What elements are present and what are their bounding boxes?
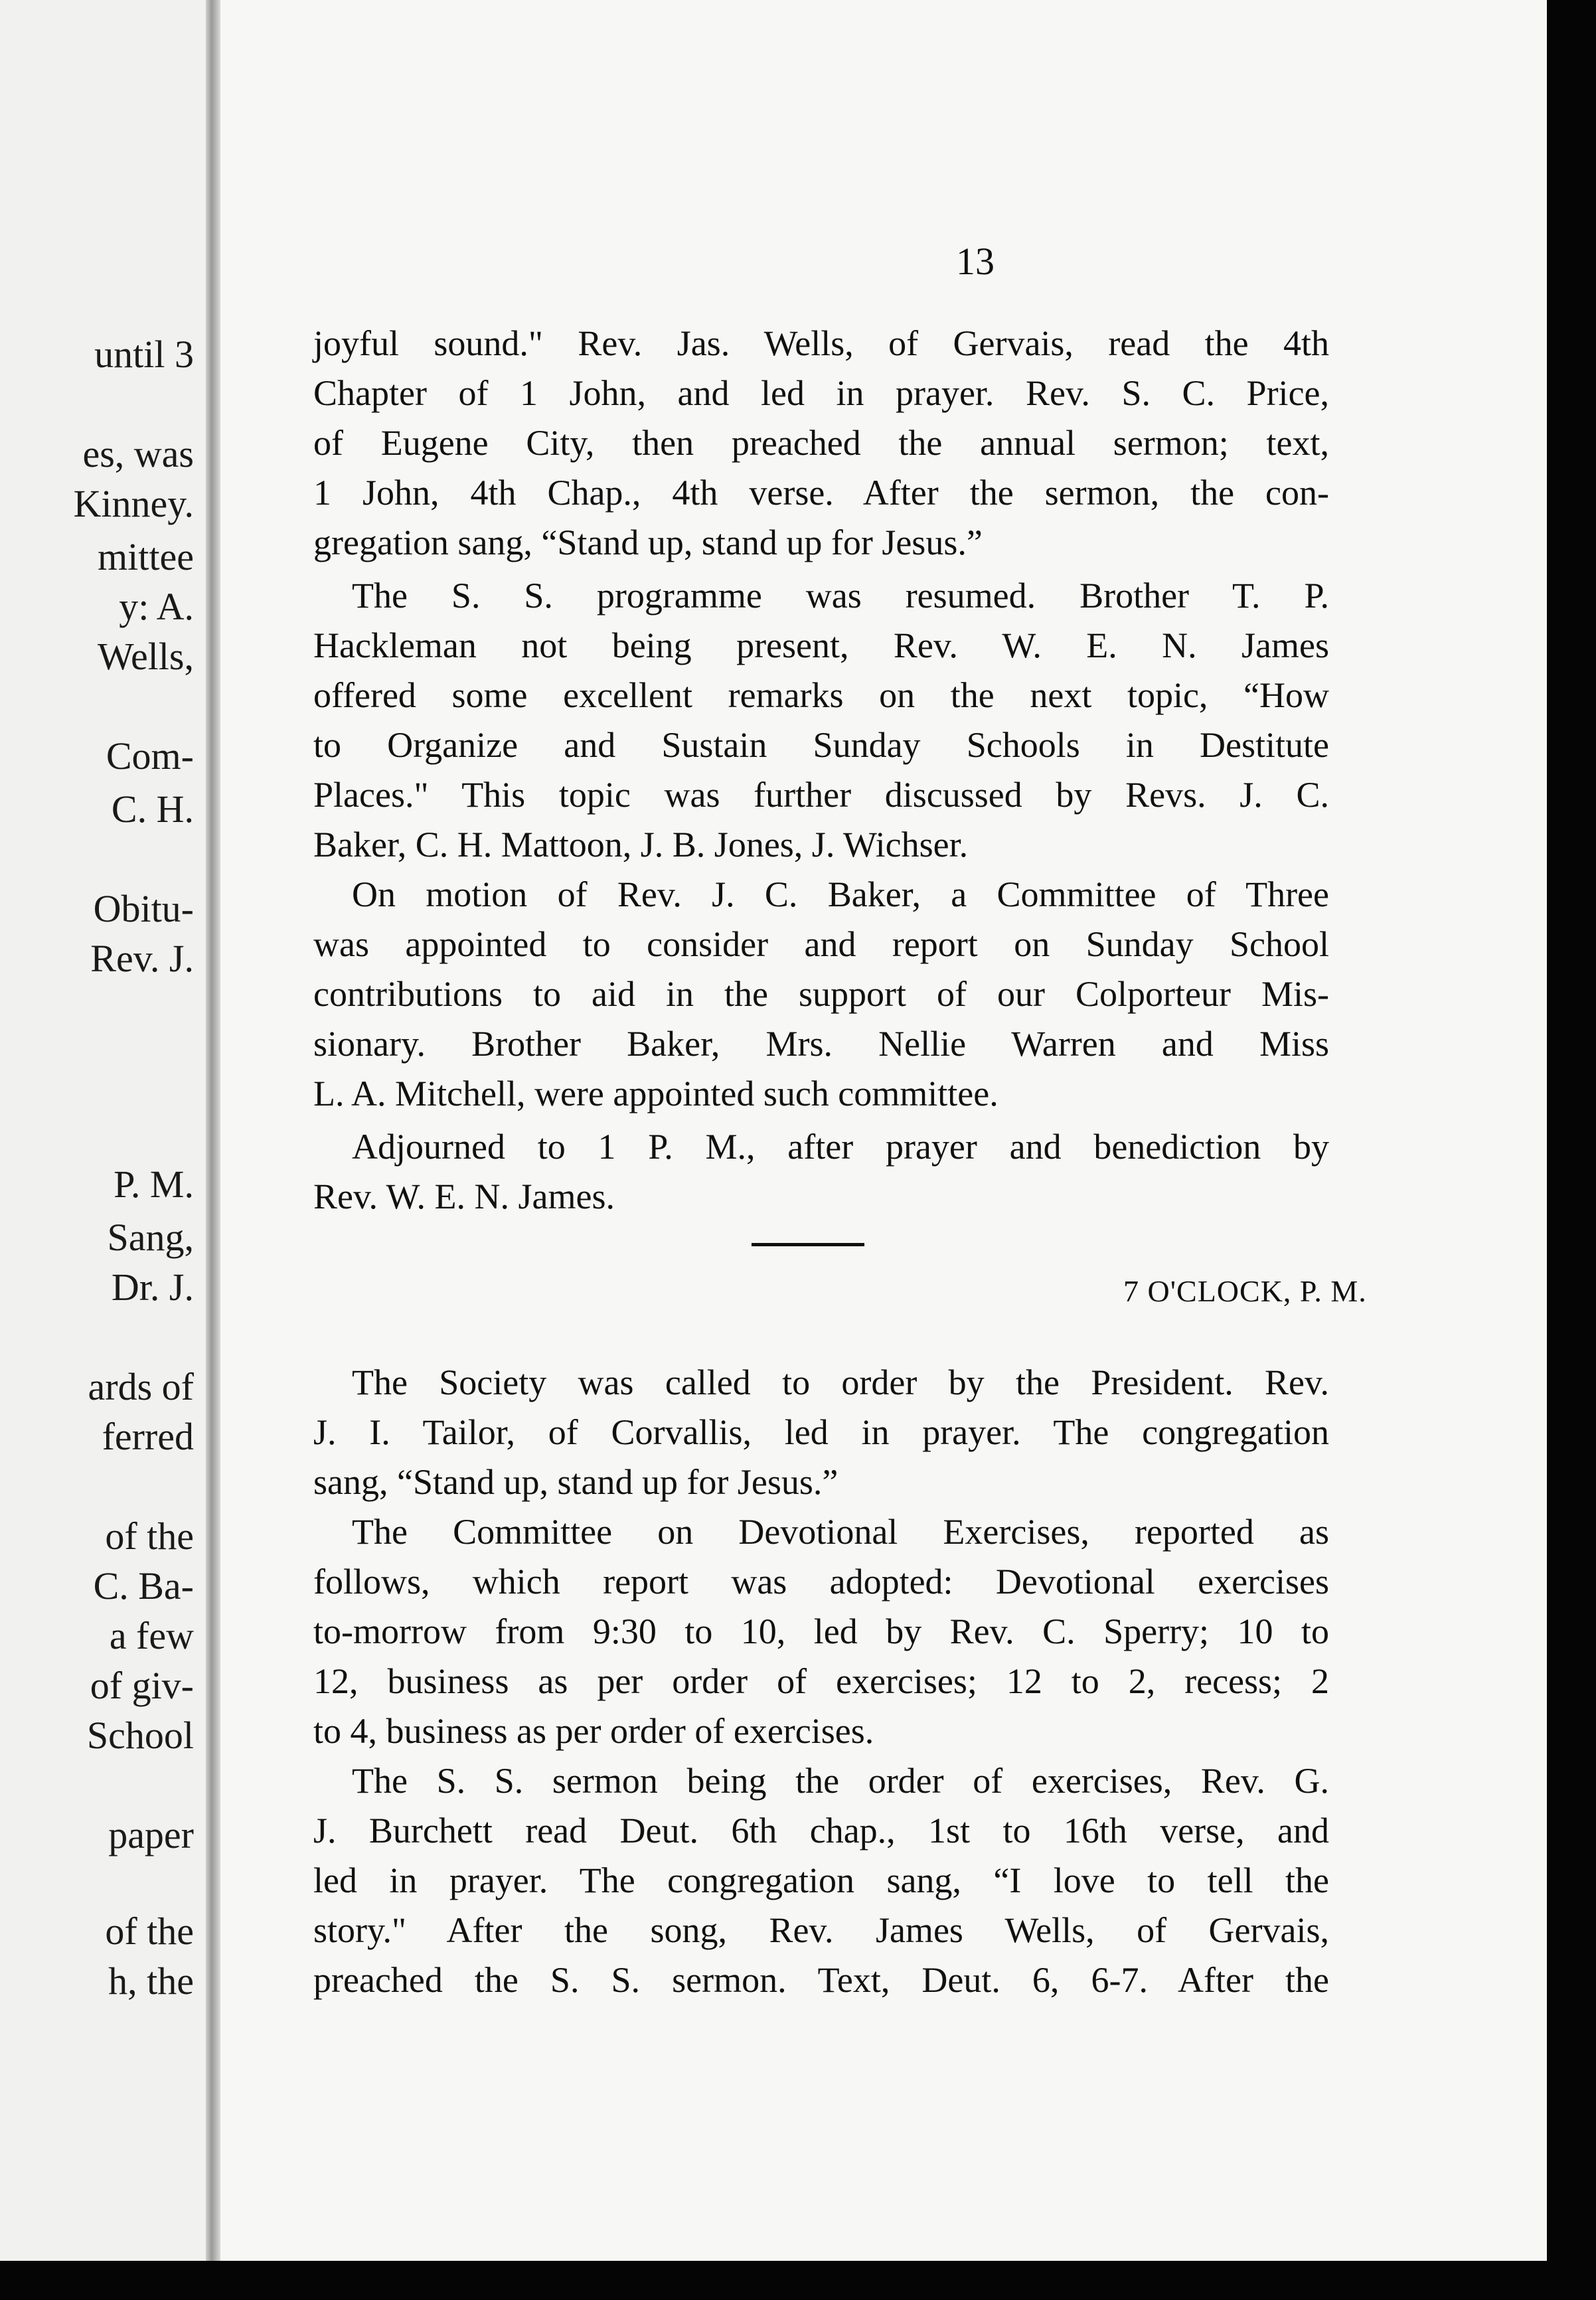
previous-page-fragment: [0, 0, 206, 2261]
paragraph-devotional-report: [313, 1507, 1329, 1756]
text-line: Chapter of 1 John, and led in prayer. Rev. S. C. Price,: [313, 373, 1329, 413]
left-page-text-fragment: P. M.: [114, 1163, 194, 1206]
left-page-text-fragment: Dr. J.: [111, 1266, 194, 1309]
left-page-text-fragment: Sang,: [107, 1216, 194, 1259]
left-page-text-fragment: h, the: [108, 1959, 194, 2003]
paragraph-ss-sermon: [313, 1756, 1329, 2005]
text-line: Hackleman not being present, Rev. W. E. N. James: [313, 625, 1329, 665]
left-page-text-fragment: of the: [105, 1910, 194, 1953]
left-page-text-fragment: es, was: [82, 432, 194, 475]
text-line: On motion of Rev. J. C. Baker, a Committee of Three: [352, 874, 1329, 914]
paragraph-called-to-order: [313, 1358, 1329, 1507]
left-page-text-fragment: C. H.: [111, 787, 194, 831]
text-line: 1 John, 4th Chap., 4th verse. After the sermon, the con-: [313, 473, 1329, 513]
text-line: contributions to aid in the support of our Colporteur Mis-: [313, 974, 1329, 1014]
text-line: was appointed to consider and report on Sunday School: [313, 924, 1329, 964]
left-page-text-fragment: Com-: [106, 734, 194, 778]
text-line: The Committee on Devotional Exercises, reported as: [352, 1512, 1329, 1552]
text-line: preached the S. S. sermon. Text, Deut. 6, 6-7. After the: [313, 1960, 1329, 2000]
left-page-text-fragment: Rev. J.: [90, 937, 194, 980]
left-page-text-fragment: Obitu-: [93, 887, 194, 930]
text-line: Baker, C. H. Mattoon, J. B. Jones, J. Wichser.: [313, 825, 969, 864]
text-line: of Eugene City, then preached the annual sermon; text,: [313, 423, 1329, 463]
section-divider: [752, 1243, 864, 1246]
paragraph-ss-programme: [313, 571, 1329, 870]
text-line: follows, which report was adopted: Devotional exercises: [313, 1562, 1329, 1602]
page-number: 13: [956, 240, 995, 283]
left-page-text-fragment: C. Ba-: [93, 1564, 194, 1607]
left-page-text-fragment: Wells,: [97, 635, 194, 678]
paragraph-annual-sermon: [313, 319, 1329, 568]
text-line: The S. S. sermon being the order of exercises, Rev. G.: [352, 1761, 1329, 1801]
text-line: Places." This topic was further discussed by Revs. J. C.: [313, 775, 1329, 815]
book-gutter: [206, 0, 220, 2261]
text-line: Adjourned to 1 P. M., after prayer and benediction by: [352, 1127, 1329, 1167]
text-line: The S. S. programme was resumed. Brother T. P.: [352, 576, 1329, 616]
left-page-text-fragment: School: [86, 1714, 194, 1757]
text-line: story." After the song, Rev. James Wells, of Gervais,: [313, 1910, 1329, 1950]
text-line: gregation sang, “Stand up, stand up for Jesus.”: [313, 523, 983, 562]
text-line: J. Burchett read Deut. 6th chap., 1st to 16th verse, and: [313, 1811, 1329, 1850]
left-page-text-fragment: mittee: [98, 535, 194, 578]
scan-border-bottom: [0, 2261, 1596, 2300]
text-line: to-morrow from 9:30 to 10, led by Rev. C. Sperry; 10 to: [313, 1611, 1329, 1651]
text-line: J. I. Tailor, of Corvallis, led in prayer. The congregation: [313, 1412, 1329, 1452]
left-page-text-fragment: of giv-: [90, 1664, 194, 1707]
paragraph-committee-motion: [313, 870, 1329, 1119]
left-page-text-fragment: paper: [108, 1813, 194, 1856]
text-line: L. A. Mitchell, were appointed such committee.: [313, 1074, 998, 1113]
text-line: to Organize and Sustain Sunday Schools in Destitute: [313, 725, 1329, 765]
left-page-text-fragment: Kinney.: [73, 482, 194, 525]
left-page-text-fragment: until 3: [94, 333, 194, 376]
section-heading-time: 7 O'CLOCK, P. M.: [1123, 1274, 1367, 1308]
left-page-text-fragment: a few: [109, 1614, 194, 1657]
left-page-text-fragment: y: A.: [119, 585, 194, 628]
text-line: to 4, business as per order of exercises.: [313, 1711, 874, 1751]
left-page-text-fragment: of the: [105, 1515, 194, 1558]
left-page-text-fragment: ferred: [102, 1415, 194, 1458]
text-line: sionary. Brother Baker, Mrs. Nellie Warren and Miss: [313, 1024, 1329, 1064]
text-line: Rev. W. E. N. James.: [313, 1177, 615, 1216]
text-line: offered some excellent remarks on the next topic, “How: [313, 675, 1329, 715]
left-page-text-fragment: ards of: [88, 1365, 194, 1408]
text-line: 12, business as per order of exercises; 12 to 2, recess; 2: [313, 1661, 1329, 1701]
paragraph-adjourned: [313, 1122, 1329, 1222]
text-line: led in prayer. The congregation sang, “I love to tell the: [313, 1860, 1329, 1900]
page-13: [220, 0, 1547, 2261]
scan-border-right: [1547, 0, 1596, 2300]
text-line: The Society was called to order by the President. Rev.: [352, 1362, 1329, 1402]
text-line: sang, “Stand up, stand up for Jesus.”: [313, 1462, 838, 1502]
text-line: joyful sound." Rev. Jas. Wells, of Gervais, read the 4th: [313, 323, 1329, 363]
